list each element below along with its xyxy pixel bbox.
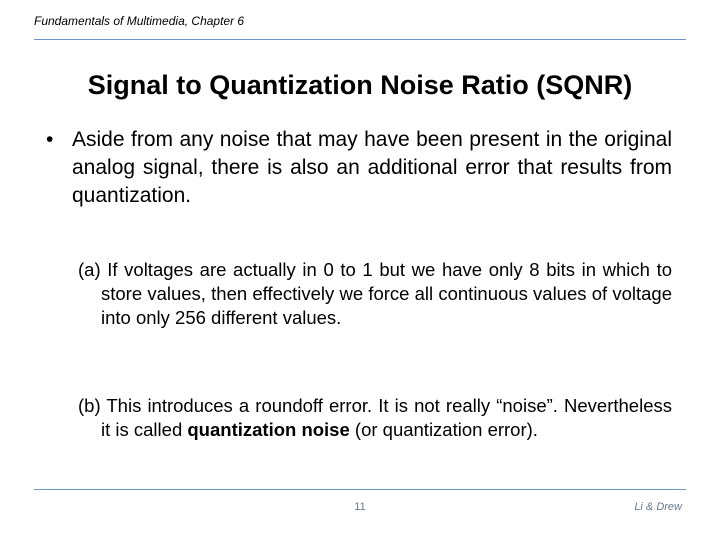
chapter-header: Fundamentals of Multimedia, Chapter 6: [34, 14, 245, 28]
sub-point-b-text: (b) This introduces a roundoff error. It is not really “noise”. Nevertheless it is called: [78, 395, 672, 440]
bullet-text: Aside from any noise that may have been present in the original analog signal, there is also an additional error that results from quantization.: [72, 128, 672, 207]
header-divider: [34, 39, 686, 40]
sub-point-b-emphasis: quantization noise: [187, 419, 350, 440]
bullet-point: [46, 126, 672, 210]
sub-point-b-tail: (or quantization error).: [349, 419, 538, 440]
slide-title: Signal to Quantization Noise Ratio (SQNR): [87, 70, 633, 100]
page-number: 11: [354, 501, 366, 513]
footer-authors: Li & Drew: [634, 501, 682, 513]
sub-point-a: (a) If voltages are actually in 0 to 1 but we have only 8 bits in which to store values, then effectively we force all continuous values of voltage into only 256 different values.: [78, 259, 672, 328]
footer-divider: [34, 489, 686, 490]
sub-point-b: [78, 394, 672, 442]
bullet-symbol: •: [46, 128, 54, 151]
